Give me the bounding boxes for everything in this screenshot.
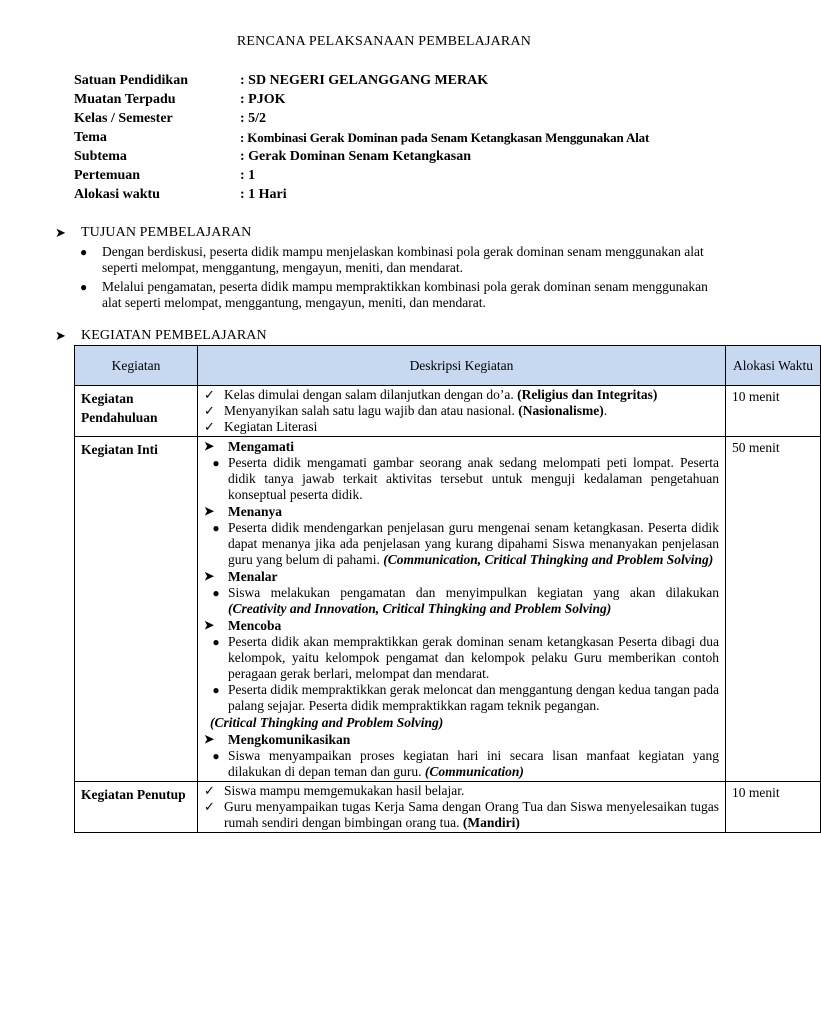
table-row (75, 437, 821, 782)
stage-heading: ➤ Mengkomunikasikan (204, 732, 351, 747)
arrow-bullet-icon: ➤ (204, 732, 215, 746)
value-tag: (Religius dan Integritas) (517, 387, 658, 402)
activities-heading (55, 328, 267, 344)
list-item (204, 419, 719, 435)
row-description (198, 782, 726, 833)
info-value: : 5/2 (240, 111, 267, 126)
info-row (74, 168, 754, 187)
value-tag: (Critical Thingking and Problem Solving) (210, 715, 444, 730)
list-item (204, 783, 719, 799)
item-text: Peserta didik mengamati gambar seorang anak sedang melompati peti lompat. Peserta didik tanya jawab terkait aktivitas tersebut untuk menguji kedalaman pengetahuan konseptual peserta didik. (228, 455, 719, 502)
list-item (78, 244, 718, 276)
info-label: Kelas / Semester (74, 111, 173, 126)
info-value: : Gerak Dominan Senam Ketangkasan (240, 149, 472, 164)
arrow-bullet-icon: ➤ (204, 618, 215, 632)
checkmark-icon: ✓ (204, 403, 215, 418)
bullet-icon: ● (212, 521, 220, 535)
stage-heading: ➤ Mengamati (204, 439, 294, 454)
goals-heading (55, 225, 251, 241)
goals-list (78, 244, 718, 314)
info-label: Pertemuan (74, 168, 141, 183)
list-item (204, 748, 719, 780)
info-row (74, 111, 754, 130)
info-label: Alokasi waktu (74, 187, 160, 202)
item-text: Kelas dimulai dengan salam dilanjutkan dengan do’a. (224, 387, 518, 402)
table-row (75, 386, 821, 437)
info-label: Tema (74, 130, 107, 145)
info-value: : 1 (240, 168, 256, 183)
item-text: Siswa mampu memgemukakan hasil belajar. (224, 783, 465, 798)
checkmark-icon: ✓ (204, 783, 215, 798)
row-description (198, 437, 726, 782)
info-label: Subtema (74, 149, 127, 164)
identity-section (74, 73, 754, 206)
row-description (198, 386, 726, 437)
list-item (204, 387, 719, 403)
bullet-icon: ● (212, 635, 220, 649)
row-name: Kegiatan Penutup (75, 782, 198, 833)
info-label: Satuan Pendidikan (74, 73, 188, 88)
info-value: : PJOK (240, 92, 286, 107)
bullet-icon: ● (80, 245, 88, 259)
checkmark-icon: ✓ (204, 419, 215, 434)
item-text: Guru menyampaikan tugas Kerja Sama dengan Orang Tua dan Siswa menyelesaikan tugas rumah sendiri dengan bimbingan orang tua. (224, 799, 719, 830)
goal-text: Melalui pengamatan, peserta didik mampu mempraktikkan kombinasi pola gerak dominan senam menggunakan alat seperti melompat, menggantung, mengayun, meniti, dan mendarat. (102, 279, 708, 310)
page-title: RENCANA PELAKSANAAN PEMBELAJARAN (236, 34, 532, 49)
stage-heading: ➤ Mencoba (204, 618, 282, 633)
list-item (204, 455, 719, 503)
stage-heading: ➤ Menalar (204, 569, 278, 584)
bullet-icon: ● (212, 456, 220, 470)
arrow-bullet-icon: ➤ (204, 439, 215, 453)
arrow-bullet-icon: ➤ (55, 225, 66, 240)
info-label: Muatan Terpadu (74, 92, 176, 107)
arrow-bullet-icon: ➤ (204, 504, 215, 518)
item-text: Siswa melakukan pengamatan dan menyimpulkan kegiatan yang akan dilakukan (228, 585, 719, 600)
info-row (74, 149, 754, 168)
info-value: : SD NEGERI GELANGGANG MERAK (240, 73, 489, 88)
value-tag: (Communication) (424, 764, 524, 779)
row-name: Kegiatan Inti (75, 437, 198, 782)
checkmark-icon: ✓ (204, 799, 215, 814)
bullet-icon: ● (212, 749, 220, 763)
item-text: Kegiatan Literasi (224, 419, 318, 434)
list-item (204, 520, 719, 568)
arrow-bullet-icon: ➤ (204, 569, 215, 583)
item-text: Siswa menyampaikan proses kegiatan hari ini secara lisan manfaat kegiatan yang dilakukan di depan teman dan guru. (228, 748, 719, 779)
header-alokasi: Alokasi Waktu (726, 346, 821, 386)
row-time: 50 menit (726, 437, 821, 782)
value-tag: (Communication, Critical Thingking and Problem Solving) (383, 552, 714, 567)
item-text: Peserta didik mendengarkan penjelasan guru mengenai senam ketangkasan. Peserta didik dapat menanya jika ada penjelasan yang kurang dipahami Siswa menanyakan penjelasan guru yang belum di pahami. (228, 520, 719, 567)
checkmark-icon: ✓ (204, 387, 215, 402)
list-item (204, 403, 719, 419)
list-item (204, 585, 719, 617)
row-name: Kegiatan Pendahuluan (75, 386, 198, 437)
item-suffix: . (603, 403, 608, 418)
row-time: 10 menit (726, 386, 821, 437)
stage-heading: ➤ Menanya (204, 504, 282, 519)
header-deskripsi: Deskripsi Kegiatan (198, 346, 726, 386)
table-header-row (75, 346, 821, 386)
list-item (204, 799, 719, 831)
goals-heading-text: TUJUAN PEMBELAJARAN (81, 225, 252, 240)
list-item (204, 634, 719, 682)
header-kegiatan: Kegiatan (75, 346, 198, 386)
info-row (74, 130, 754, 149)
value-tag: (Mandiri) (462, 815, 520, 830)
bullet-icon: ● (212, 586, 220, 600)
info-row (74, 92, 754, 111)
list-item (78, 279, 718, 311)
info-row (74, 187, 754, 206)
info-value: : Kombinasi Gerak Dominan pada Senam Ketangkasan Menggunakan Alat (240, 130, 650, 145)
item-text: Menyanyikan salah satu lagu wajib dan atau nasional. (224, 403, 519, 418)
activities-heading-text: KEGIATAN PEMBELAJARAN (81, 328, 267, 343)
goal-text: Dengan berdiskusi, peserta didik mampu menjelaskan kombinasi pola gerak dominan senam menggunakan alat seperti melompat, menggantung, mengayun, meniti, dan mendarat. (102, 244, 704, 275)
bullet-icon: ● (80, 280, 88, 294)
activities-table (74, 345, 821, 833)
list-item (204, 682, 719, 714)
item-text: Peserta didik mempraktikkan gerak meloncat dan menggantung dengan kedua tangan pada palang sejajar. Peserta didik mempraktikkan ragam teknik pegangan. (228, 682, 719, 713)
arrow-bullet-icon: ➤ (55, 328, 66, 343)
info-row (74, 73, 754, 92)
row-time: 10 menit (726, 782, 821, 833)
item-text: Peserta didik akan mempraktikkan gerak dominan senam ketangkasan Peserta dibagi dua kelompok, yaitu kelompok pengamat dan kelompok pelaku Guru memberikan contoh peragaan gerak berlari, melompat dan mendarat. (228, 634, 719, 681)
value-tag: (Creativity and Innovation, Critical Thingking and Problem Solving) (228, 601, 612, 616)
info-value: : 1 Hari (240, 187, 287, 202)
table-row (75, 782, 821, 833)
value-tag: (Nasionalisme) (518, 403, 604, 418)
bullet-icon: ● (212, 683, 220, 697)
